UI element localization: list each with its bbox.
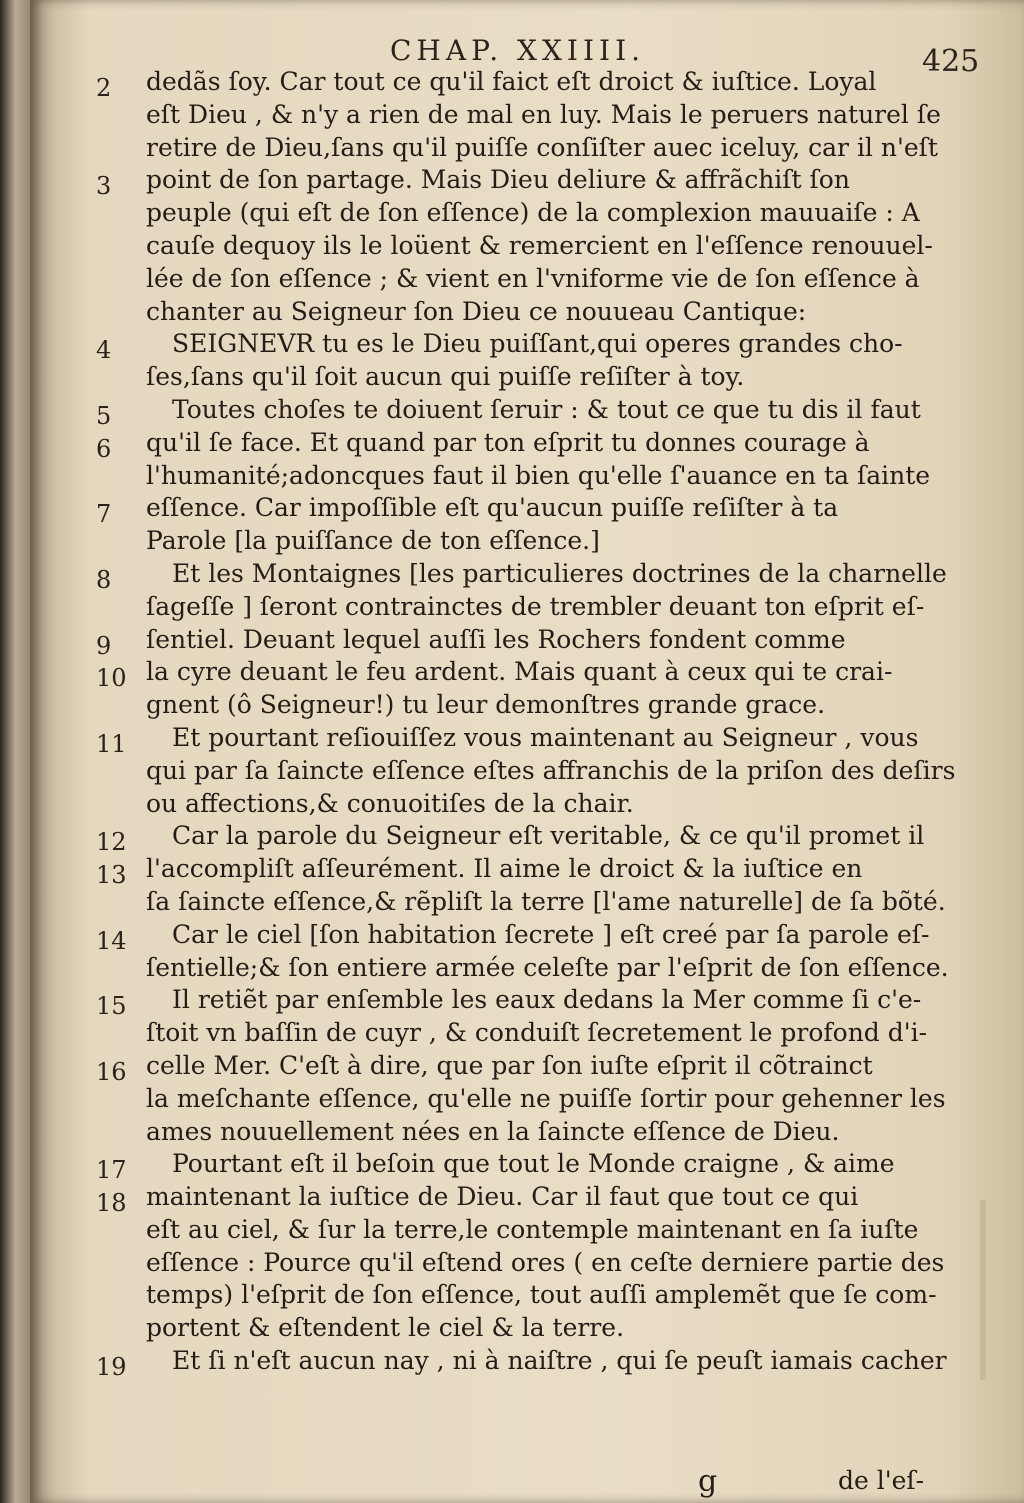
line-text: ſes,ſans qu'il ſoit aucun qui puiſſe reſiſter à toy.	[146, 362, 745, 392]
line-text: la meſchante eſſence, qu'elle ne puiſſe ſortir pour gehenner les	[146, 1083, 946, 1113]
text-line	[96, 919, 970, 955]
verse-number: 19	[96, 1353, 127, 1382]
verse-number: 17	[96, 1156, 127, 1185]
text-line	[96, 558, 970, 594]
line-text: SEIGNEVR tu es le Dieu puiſſant,qui operes grandes cho-	[172, 329, 903, 359]
verse-number: 11	[96, 729, 127, 758]
text-line	[114, 1247, 970, 1280]
line-text: ſageſſe ] ſeront contrainctes de trembler deuant ton eſprit eſ-	[146, 591, 925, 621]
text-line	[114, 197, 970, 230]
text-line	[96, 820, 970, 857]
text-line	[114, 132, 970, 165]
text-line	[96, 328, 970, 365]
verse-number: 16	[96, 1057, 127, 1086]
line-text: l'humanité;adoncques faut il bien qu'elle ſ'auance en ta ſainte	[146, 460, 931, 490]
line-text: Pourtant eſt il beſoin que tout le Monde craigne , & aime	[172, 1149, 895, 1179]
running-title: CHAP. XXIIII.	[390, 34, 646, 67]
verse-number: 8	[96, 565, 112, 594]
text-line	[114, 230, 970, 263]
line-text: chanter au Seigneur ſon Dieu ce nouueau Cantique:	[146, 296, 807, 326]
line-text: lée de ſon eſſence ; & vient en l'vniforme vie de ſon eſſence à	[146, 263, 920, 293]
line-text: ſtoit vn baſſin de cuyr , & conduiſt ſecretement le profond d'i-	[146, 1018, 928, 1048]
verse-number: 13	[96, 861, 127, 890]
text-line	[96, 492, 970, 529]
text-line	[114, 591, 970, 624]
line-text: cauſe dequoy ils le loüent & remercient en l'eſſence renouuel-	[146, 230, 933, 260]
text-line	[114, 1312, 970, 1345]
text-line	[114, 886, 970, 919]
line-text: ſentielle;& ſon entiere armée celeſte par l'eſprit de ſon eſſence.	[146, 952, 949, 982]
line-text: eſſence. Car impoſſible eſt qu'aucun puiſſe reſiſter à ta	[146, 493, 839, 523]
text-line	[96, 1050, 970, 1086]
line-text: Et pourtant reſiouiſſez vous maintenant au Seigneur , vous	[172, 722, 919, 752]
line-text: celle Mer. C'eſt à dire, que par ſon iuſte eſprit il cõtrainct	[146, 1050, 873, 1080]
line-text: point de ſon partage. Mais Dieu deliure & affrãchiſt ſon	[146, 165, 850, 195]
text-line	[114, 788, 970, 821]
text-line	[96, 853, 970, 890]
text-line	[96, 1181, 970, 1218]
text-line	[96, 66, 970, 102]
text-line	[96, 1148, 970, 1185]
verse-number: 15	[96, 992, 127, 1021]
text-line	[96, 722, 970, 758]
verse-number: 18	[96, 1189, 127, 1218]
line-text: peuple (qui eſt de ſon eſſence) de la complexion mauuaiſe : A	[146, 198, 920, 228]
catchword: de l'eſ-	[838, 1466, 925, 1495]
line-text: Toutes choſes te doiuent ſeruir : & tout ce que tu dis il faut	[172, 394, 921, 424]
line-text: Car le ciel [ſon habitation ſecrete ] eſt creé par ſa parole eſ-	[172, 919, 930, 949]
verse-number: 7	[96, 500, 112, 529]
verse-number: 6	[96, 434, 112, 463]
text-line	[96, 427, 970, 463]
line-text: temps) l'eſprit de ſon eſſence, tout auſſi amplemẽt que ſe com-	[146, 1280, 937, 1310]
text-line	[114, 1116, 970, 1149]
text-line	[96, 164, 970, 201]
text-line	[96, 984, 970, 1021]
line-text: Parole [la puiſſance de ton eſſence.]	[146, 526, 600, 556]
text-line	[114, 361, 970, 394]
line-text: Car la parole du Seigneur eſt veritable, & ce qu'il promet il	[172, 821, 925, 851]
page-number: 425	[922, 44, 980, 79]
text-line	[96, 394, 970, 430]
text-line	[114, 460, 970, 493]
verse-number: 9	[96, 631, 112, 660]
line-text: la cyre deuant le feu ardent. Mais quant à ceux qui te crai-	[146, 657, 893, 687]
paper-stain	[980, 1200, 986, 1380]
line-text: ames nouuellement nées en la ſaincte eſſence de Dieu.	[146, 1116, 840, 1146]
line-text: l'accompliſt aſſeurément. Il aime le droict & la iuſtice en	[146, 854, 863, 884]
text-line	[114, 689, 970, 722]
verse-number: 12	[96, 828, 127, 857]
text-block	[96, 66, 970, 1382]
line-text: ſa ſaincte eſſence,& rẽpliſt la terre [l'ame naturelle] de ſa bõté.	[146, 886, 946, 916]
text-line	[114, 952, 970, 985]
line-text: maintenant la iuſtice de Dieu. Car il faut que tout ce qui	[146, 1182, 859, 1212]
line-text: eſt au ciel, & ſur la terre,le contemple maintenant en ſa iuſte	[146, 1214, 919, 1244]
text-line	[114, 1017, 970, 1050]
book-page	[30, 0, 1024, 1503]
line-text: gnent (ô Seigneur!) tu leur demonſtres grande grace.	[146, 690, 826, 720]
text-line	[114, 263, 970, 296]
line-text: eſt Dieu , & n'y a rien de mal en luy. Mais le peruers naturel ſe	[146, 99, 941, 129]
line-text: Et ſi n'eſt aucun nay , ni à naiſtre , qui ſe peuſt iamais cacher	[172, 1346, 947, 1376]
line-text: dedãs ſoy. Car tout ce qu'il faict eſt droict & iuſtice. Loyal	[146, 67, 877, 96]
verse-number: 14	[96, 926, 127, 955]
text-line	[114, 296, 970, 329]
text-line	[114, 1083, 970, 1116]
text-line	[96, 1345, 970, 1382]
text-line	[114, 99, 970, 132]
text-line	[114, 755, 970, 788]
verse-number: 10	[96, 664, 127, 693]
verse-number: 3	[96, 172, 112, 201]
line-text: ou affections,& conuoitiſes de la chair.	[146, 788, 634, 818]
line-text: retire de Dieu,ſans qu'il puiſſe conſiſter auec iceluy, car il n'eſt	[146, 132, 938, 162]
text-line	[96, 624, 970, 660]
signature-mark: g	[698, 1464, 718, 1499]
line-text: portent & eſtendent le ciel & la terre.	[146, 1313, 625, 1343]
verse-number: 2	[96, 74, 112, 102]
verse-number: 4	[96, 336, 112, 365]
line-text: Il retiẽt par enſemble les eaux dedans la Mer comme ſi c'e-	[172, 985, 922, 1015]
line-text: ſentiel. Deuant lequel auſſi les Rochers fondent comme	[146, 624, 846, 654]
line-text: Et les Montaignes [les particulieres doctrines de la charnelle	[172, 558, 947, 588]
previous-page-edge	[0, 0, 34, 1503]
verse-number: 5	[96, 401, 112, 430]
text-line	[114, 525, 970, 558]
text-line	[114, 1214, 970, 1247]
line-text: qui par ſa ſaincte eſſence eſtes affranchis de la priſon des deſirs	[146, 755, 956, 785]
line-text: eſſence : Pource qu'il eſtend ores ( en ceſte derniere partie des	[146, 1247, 945, 1277]
text-line	[96, 656, 970, 693]
line-text: qu'il ſe face. Et quand par ton eſprit tu donnes courage à	[146, 427, 870, 457]
text-line	[114, 1279, 970, 1312]
